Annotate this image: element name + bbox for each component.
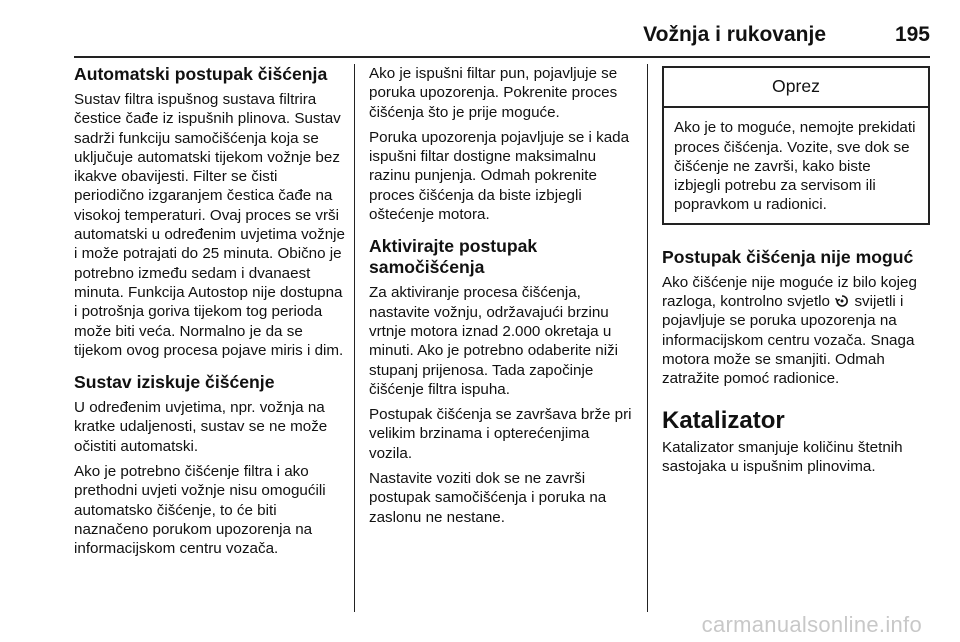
paragraph: Ako je potrebno čišćenje filtra i ako prethodni uvjeti vožnje nisu omogućili automatsko čišćenje, to će biti naznačeno porukom upozorenja na informacijskom centru vozača. xyxy=(74,463,326,558)
paragraph: Nastavite voziti dok se ne završi postupak samočišćenja i poruka na zaslonu ne nestane. xyxy=(369,470,607,526)
paragraph: U određenim uvjetima, npr. vožnja na kratke udaljenosti, sustav se ne može očistiti automatski. xyxy=(74,399,328,455)
paragraph-text-start: Ako čišćenje nije moguće iz bilo kojeg razloga, kontrolno svjetlo xyxy=(662,273,917,311)
paragraph: Ako je ispušni filtar pun, pojavljuje se poruka upozorenja. Pokrenite proces čišćenja što je prije moguće. xyxy=(369,65,618,121)
engine-warning-icon xyxy=(834,294,850,308)
caution-title: Oprez xyxy=(664,68,928,108)
watermark: carmanualsonline.info xyxy=(701,612,922,637)
paragraph-text-end: svijetli i pojavljuje se poruka upozorenja na informacijskom centru vozača. Snaga motora može se smanjiti. Odmah zatražite pomoć radionice. xyxy=(662,293,915,388)
section-title: Vožnja i rukovanje xyxy=(643,23,826,46)
heading-catalyst: Katalizator xyxy=(662,406,785,434)
column-3 xyxy=(662,64,930,612)
heading-activate-cleaning: Aktivirajte postupak samočišćenja xyxy=(369,236,538,278)
heading-cleaning-not-possible: Postupak čišćenja nije moguć xyxy=(662,246,914,267)
paragraph: Postupak čišćenja se završava brže pri velikim brzinama i opterećenjima vozila. xyxy=(369,406,632,462)
caution-text: Ako je to moguće, nemojte prekidati proces čišćenja. Vozite, sve dok se čišćenje ne završi, kako biste izbjegli potrebu za servisom ili popravkom u radionici. xyxy=(674,119,916,214)
paragraph: Poruka upozorenja pojavljuje se i kada ispušni filtar dostigne maksimalnu razinu punjenja. Odmah pokrenite proces čišćenja da biste izbjegli oštećenje motora. xyxy=(369,128,630,224)
header-divider xyxy=(74,56,930,58)
heading-cleaning-required: Sustav iziskuje čišćenje xyxy=(74,372,275,393)
paragraph: Sustav filtra ispušnog sustava filtrira čestice čađe iz ispušnih plinova. Sustav sadrži funkciju samočišćenja koja se uključuje automatski tijekom vožnje bez ikakve obavijesti. Filter se čisti periodično izgaranjem čestica čađe na visokoj temperaturi. Ovaj proces se vrši automatski u određenim uvjetima vožnje i može potrajati do 25 minuta. Obično je potrebno između sedam i dvanaest minuta. Funkcija Autostop nije dostupna i potrošnja goriva tijekom tog perioda može biti veća. Normalno je da se tijekom ovog procesa pojave miris i dim. xyxy=(74,91,345,359)
column-divider-1 xyxy=(354,64,355,612)
caution-box xyxy=(662,66,930,225)
page-number: 195 xyxy=(894,23,930,46)
heading-automatic-cleaning: Automatski postupak čišćenja xyxy=(74,64,328,84)
paragraph: Za aktiviranje procesa čišćenja, nastavite vožnju, održavajući brzinu vrtnje motora iznad 2.000 okretaja u minuti. Ako je potrebno odaberite niži stupanj prijenosa. Tada započinje čišćenje filtra ispuha. xyxy=(369,284,619,398)
column-1 xyxy=(74,64,346,612)
paragraph: Katalizator smanjuje količinu štetnih sastojaka u ispušnim plinovima. xyxy=(662,438,903,475)
paragraph-warning-light xyxy=(662,273,930,389)
column-2 xyxy=(369,64,635,612)
column-divider-2 xyxy=(647,64,648,612)
